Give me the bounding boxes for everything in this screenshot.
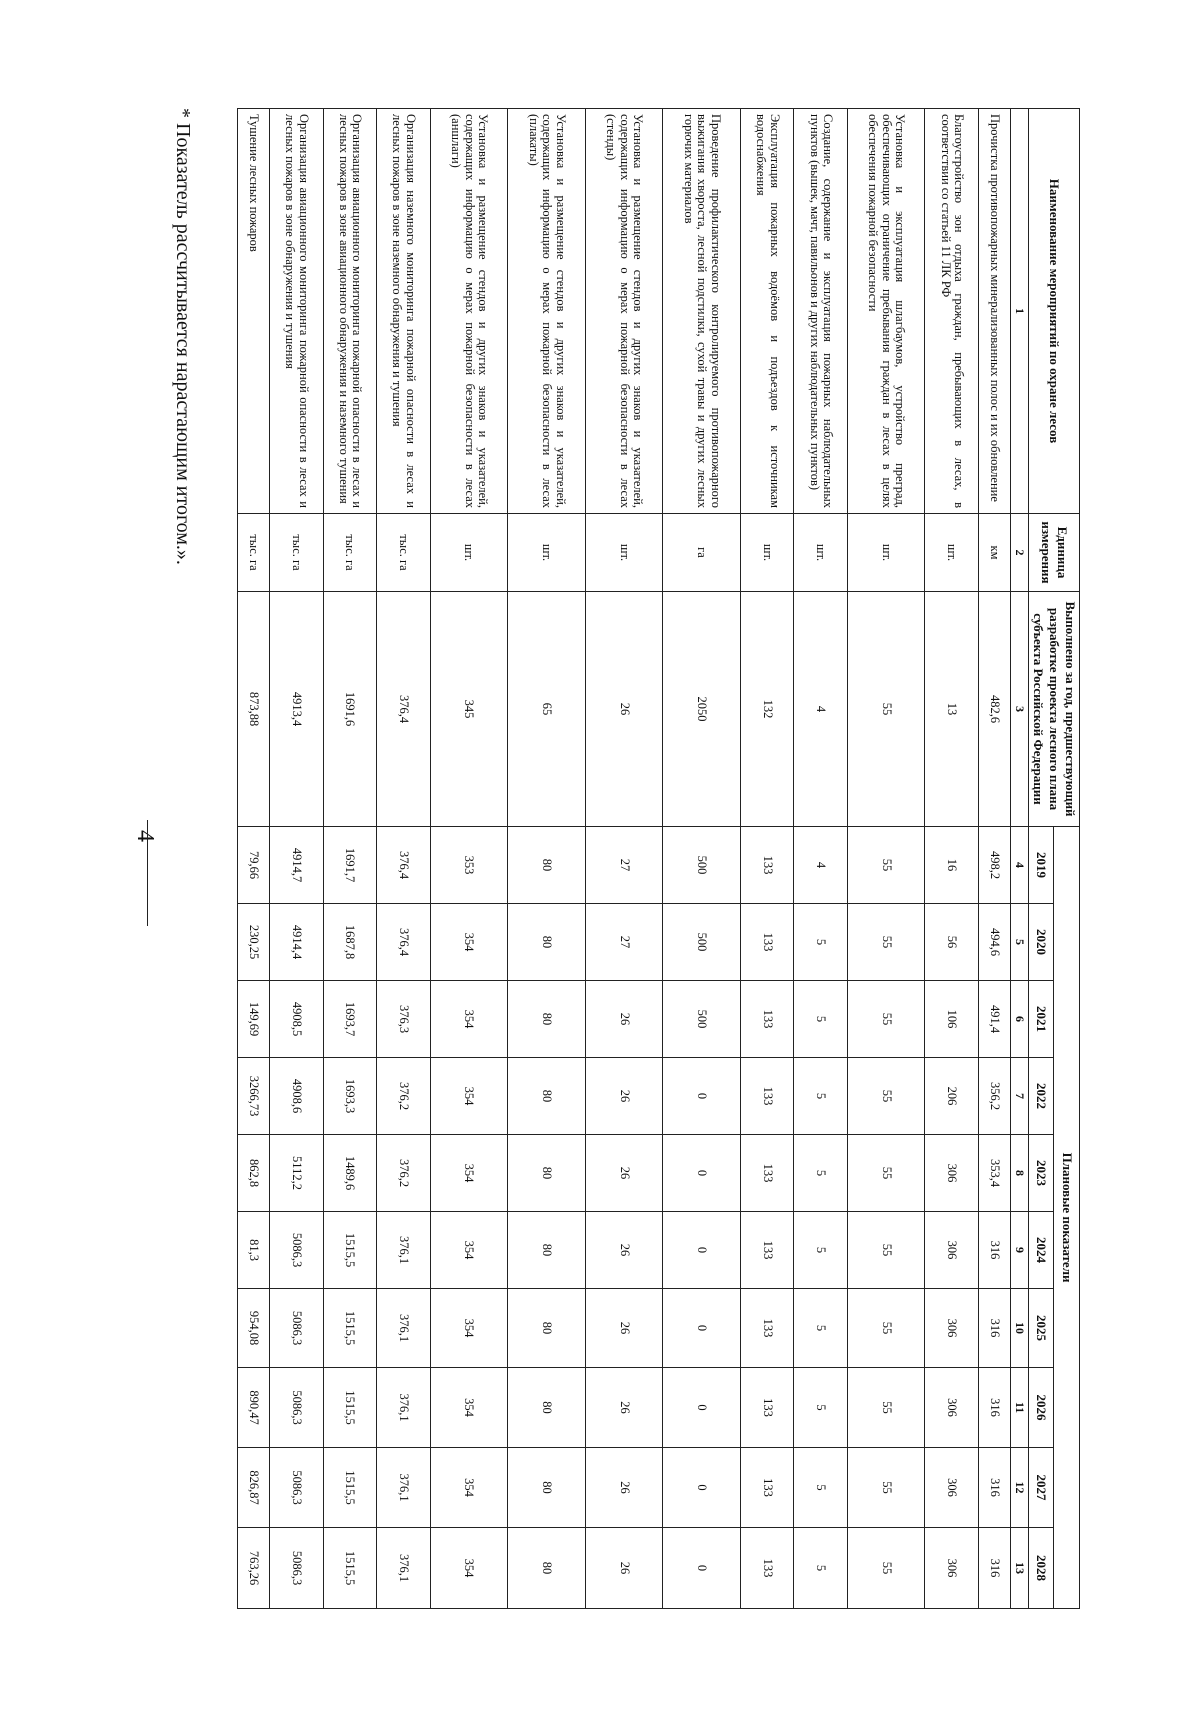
planned-value: 862,8	[238, 1135, 270, 1212]
page-number: 4	[132, 830, 158, 842]
planned-value: 80	[508, 827, 586, 904]
planned-value: 4	[794, 827, 847, 904]
planned-value: 0	[663, 1289, 741, 1368]
table-row	[794, 109, 847, 1609]
activity-name: Установка и размещение стендов и других знаков и указателей, содержащих информацию о мерах пожарной безопасности в лесах (стенды)	[585, 109, 663, 514]
column-number: 2	[1011, 514, 1029, 592]
table-row	[925, 109, 978, 1609]
planned-value: 353,4	[978, 1135, 1010, 1212]
planned-value: 16	[925, 827, 978, 904]
done-value: 2050	[663, 592, 741, 827]
planned-value: 1691,7	[323, 827, 376, 904]
planned-value: 306	[925, 1212, 978, 1289]
footnote: * Показатель рассчитывается нарастающим итогом.».	[172, 108, 194, 565]
header-year: 2027	[1029, 1448, 1055, 1528]
planned-value: 5086,3	[270, 1212, 323, 1289]
done-value: 55	[847, 592, 925, 827]
done-value: 482,6	[978, 592, 1010, 827]
planned-value: 1693,3	[323, 1058, 376, 1135]
planned-value: 27	[585, 904, 663, 981]
planned-value: 5	[794, 904, 847, 981]
planned-value: 5	[794, 1135, 847, 1212]
column-number: 13	[1011, 1528, 1029, 1609]
planned-value: 106	[925, 981, 978, 1058]
unit-cell: шт.	[430, 514, 508, 592]
planned-value: 306	[925, 1528, 978, 1609]
unit-cell: шт.	[508, 514, 586, 592]
planned-value: 316	[978, 1528, 1010, 1609]
column-number: 9	[1011, 1212, 1029, 1289]
planned-value: 149,69	[238, 981, 270, 1058]
forest-protection-table	[237, 108, 1080, 1609]
planned-value: 5	[794, 1448, 847, 1528]
header-year: 2020	[1029, 904, 1055, 981]
planned-value: 1515,5	[323, 1212, 376, 1289]
column-number: 1	[1011, 109, 1029, 514]
planned-value: 55	[847, 1528, 925, 1609]
header-year: 2025	[1029, 1289, 1055, 1368]
table-row	[377, 109, 430, 1609]
table-row	[508, 109, 586, 1609]
table-row	[323, 109, 376, 1609]
planned-value: 500	[663, 904, 741, 981]
planned-value: 26	[585, 1368, 663, 1448]
planned-value: 80	[508, 1528, 586, 1609]
planned-value: 954,08	[238, 1289, 270, 1368]
planned-value: 79,66	[238, 827, 270, 904]
header-year: 2021	[1029, 981, 1055, 1058]
planned-value: 354	[430, 1448, 508, 1528]
planned-value: 80	[508, 1289, 586, 1368]
planned-value: 354	[430, 1212, 508, 1289]
activity-name: Организация авиационного мониторинга пожарной опасности в лесах и лесных пожаров в зоне авиационного обнаружения и наземного тушения	[323, 109, 376, 514]
table-row	[663, 109, 741, 1609]
planned-value: 376,1	[377, 1212, 430, 1289]
planned-value: 316	[978, 1448, 1010, 1528]
planned-value: 80	[508, 1058, 586, 1135]
done-value: 26	[585, 592, 663, 827]
planned-value: 491,4	[978, 981, 1010, 1058]
planned-value: 356,2	[978, 1058, 1010, 1135]
table-row	[847, 109, 925, 1609]
planned-value: 26	[585, 1528, 663, 1609]
planned-value: 376,1	[377, 1528, 430, 1609]
planned-value: 306	[925, 1448, 978, 1528]
header-planned: Плановые показатели	[1054, 827, 1080, 1609]
planned-value: 0	[663, 1368, 741, 1448]
planned-value: 0	[663, 1058, 741, 1135]
unit-cell: тыс. га	[238, 514, 270, 592]
planned-value: 55	[847, 1368, 925, 1448]
planned-value: 80	[508, 981, 586, 1058]
done-value: 4913,4	[270, 592, 323, 827]
planned-value: 500	[663, 981, 741, 1058]
done-value: 13	[925, 592, 978, 827]
table-row	[585, 109, 663, 1609]
header-done: Выполнено за год, предшествующий разработке проекта лесного плана субъекта Российской Федерации	[1029, 592, 1080, 827]
planned-value: 133	[740, 1368, 793, 1448]
planned-value: 498,2	[978, 827, 1010, 904]
planned-value: 5	[794, 1528, 847, 1609]
planned-value: 26	[585, 981, 663, 1058]
column-number: 12	[1011, 1448, 1029, 1528]
header-row	[1054, 109, 1080, 1609]
planned-value: 133	[740, 904, 793, 981]
planned-value: 826,87	[238, 1448, 270, 1528]
activity-name: Организация авиационного мониторинга пожарной опасности в лесах и лесных пожаров в зоне обнаружения и тушения	[270, 109, 323, 514]
planned-value: 1515,5	[323, 1368, 376, 1448]
activity-name: Установка и размещение стендов и других знаков и указателей, содержащих информацию о мерах пожарной безопасности в лесах (плакаты)	[508, 109, 586, 514]
planned-value: 4908,6	[270, 1058, 323, 1135]
planned-value: 133	[740, 1212, 793, 1289]
planned-value: 5	[794, 1289, 847, 1368]
activity-name: Благоустройство зон отдыха граждан, пребывающих в лесах, в соответствии со статьей 11 ЛК РФ	[925, 109, 978, 514]
planned-value: 353	[430, 827, 508, 904]
planned-value: 376,1	[377, 1289, 430, 1368]
planned-value: 4914,7	[270, 827, 323, 904]
done-value: 65	[508, 592, 586, 827]
planned-value: 133	[740, 1528, 793, 1609]
done-value: 132	[740, 592, 793, 827]
header-year: 2026	[1029, 1368, 1055, 1448]
planned-value: 1515,5	[323, 1528, 376, 1609]
activity-name: Установка и размещение стендов и других знаков и указателей, содержащих информацию о мерах пожарной безопасности в лесах (аншлаги)	[430, 109, 508, 514]
header-year: 2024	[1029, 1212, 1055, 1289]
activity-name: Создание, содержание и эксплуатация пожарных наблюдательных пунктов (вышек, мачт, павильонов и других наблюдательных пунктов)	[794, 109, 847, 514]
planned-value: 26	[585, 1289, 663, 1368]
planned-value: 80	[508, 1212, 586, 1289]
planned-value: 3266,73	[238, 1058, 270, 1135]
planned-value: 133	[740, 1289, 793, 1368]
done-value: 345	[430, 592, 508, 827]
planned-value: 5086,3	[270, 1448, 323, 1528]
planned-value: 27	[585, 827, 663, 904]
planned-value: 26	[585, 1135, 663, 1212]
activity-name: Прочистка противопожарных минерализованных полос и их обновление	[978, 109, 1010, 514]
planned-value: 4914,4	[270, 904, 323, 981]
planned-value: 1515,5	[323, 1289, 376, 1368]
planned-value: 1515,5	[323, 1448, 376, 1528]
unit-cell: шт.	[740, 514, 793, 592]
unit-cell: шт.	[794, 514, 847, 592]
planned-value: 316	[978, 1289, 1010, 1368]
planned-value: 1693,7	[323, 981, 376, 1058]
planned-value: 55	[847, 827, 925, 904]
planned-value: 354	[430, 1289, 508, 1368]
planned-value: 133	[740, 1448, 793, 1528]
planned-value: 206	[925, 1058, 978, 1135]
planned-value: 316	[978, 1212, 1010, 1289]
planned-value: 494,6	[978, 904, 1010, 981]
planned-value: 0	[663, 1528, 741, 1609]
planned-value: 354	[430, 981, 508, 1058]
column-number: 7	[1011, 1058, 1029, 1135]
planned-value: 1687,8	[323, 904, 376, 981]
planned-value: 376,4	[377, 827, 430, 904]
planned-value: 5112,2	[270, 1135, 323, 1212]
planned-value: 133	[740, 827, 793, 904]
planned-value: 80	[508, 1368, 586, 1448]
planned-value: 376,2	[377, 1058, 430, 1135]
planned-value: 81,3	[238, 1212, 270, 1289]
table-row	[238, 109, 270, 1609]
column-number: 6	[1011, 981, 1029, 1058]
planned-value: 5086,3	[270, 1528, 323, 1609]
unit-cell: шт.	[925, 514, 978, 592]
activity-name: Эксплуатация пожарных водоёмов и подъездов к источникам водоснабжения	[740, 109, 793, 514]
header-year: 2022	[1029, 1058, 1055, 1135]
planned-value: 80	[508, 1135, 586, 1212]
header-year: 2019	[1029, 827, 1055, 904]
column-number: 5	[1011, 904, 1029, 981]
planned-value: 354	[430, 1058, 508, 1135]
planned-value: 56	[925, 904, 978, 981]
planned-value: 316	[978, 1368, 1010, 1448]
unit-cell: тыс. га	[323, 514, 376, 592]
planned-value: 80	[508, 904, 586, 981]
planned-value: 55	[847, 1212, 925, 1289]
planned-value: 26	[585, 1212, 663, 1289]
column-number: 11	[1011, 1368, 1029, 1448]
planned-value: 230,25	[238, 904, 270, 981]
header-year: 2023	[1029, 1135, 1055, 1212]
planned-value: 354	[430, 1135, 508, 1212]
done-value: 873,88	[238, 592, 270, 827]
planned-value: 5086,3	[270, 1368, 323, 1448]
table-row	[430, 109, 508, 1609]
planned-value: 5	[794, 1368, 847, 1448]
planned-value: 376,4	[377, 904, 430, 981]
activity-name: Тушение лесных пожаров	[238, 109, 270, 514]
planned-value: 5086,3	[270, 1289, 323, 1368]
done-value: 1691,6	[323, 592, 376, 827]
done-value: 4	[794, 592, 847, 827]
planned-value: 55	[847, 1058, 925, 1135]
column-number: 4	[1011, 827, 1029, 904]
planned-value: 306	[925, 1289, 978, 1368]
column-number: 3	[1011, 592, 1029, 827]
planned-value: 376,3	[377, 981, 430, 1058]
unit-cell: шт.	[847, 514, 925, 592]
planned-value: 890,47	[238, 1368, 270, 1448]
planned-value: 0	[663, 1448, 741, 1528]
planned-value: 55	[847, 1135, 925, 1212]
planned-value: 26	[585, 1058, 663, 1135]
column-number: 8	[1011, 1135, 1029, 1212]
activity-name: Установка и эксплуатация шлагбаумов, устройство преград, обеспечивающих ограничение пребывания граждан в лесах в целях обеспечения пожарной безопасности	[847, 109, 925, 514]
planned-value: 306	[925, 1368, 978, 1448]
table-row	[270, 109, 323, 1609]
activity-name: Проведение профилактического контролируемого противопожарного выжигания хвороста, лесной подстилки, сухой травы и других лесных горючих материалов	[663, 109, 741, 514]
planned-value: 55	[847, 981, 925, 1058]
planned-value: 0	[663, 1135, 741, 1212]
activity-name: Организация наземного мониторинга пожарной опасности в лесах и лесных пожаров в зоне наземного обнаружения и тушения	[377, 109, 430, 514]
planned-value: 376,1	[377, 1448, 430, 1528]
planned-value: 55	[847, 1289, 925, 1368]
header-name: Наименование мероприятий по охране лесов	[1029, 109, 1080, 514]
planned-value: 0	[663, 1212, 741, 1289]
unit-cell: тыс. га	[377, 514, 430, 592]
planned-value: 133	[740, 1058, 793, 1135]
table-row	[740, 109, 793, 1609]
header-year: 2028	[1029, 1528, 1055, 1609]
planned-value: 376,2	[377, 1135, 430, 1212]
unit-cell: га	[663, 514, 741, 592]
planned-value: 354	[430, 904, 508, 981]
planned-value: 354	[430, 1368, 508, 1448]
planned-value: 500	[663, 827, 741, 904]
planned-value: 133	[740, 1135, 793, 1212]
planned-value: 763,26	[238, 1528, 270, 1609]
unit-cell: шт.	[585, 514, 663, 592]
planned-value: 133	[740, 981, 793, 1058]
planned-value: 1489,6	[323, 1135, 376, 1212]
signature-line	[147, 820, 148, 926]
planned-value: 306	[925, 1135, 978, 1212]
planned-value: 5	[794, 1212, 847, 1289]
table-row	[978, 109, 1010, 1609]
done-value: 376,4	[377, 592, 430, 827]
planned-value: 354	[430, 1528, 508, 1609]
planned-value: 5	[794, 1058, 847, 1135]
column-number: 10	[1011, 1289, 1029, 1368]
planned-value: 5	[794, 981, 847, 1058]
planned-value: 55	[847, 904, 925, 981]
planned-value: 55	[847, 1448, 925, 1528]
unit-cell: км	[978, 514, 1010, 592]
unit-cell: тыс. га	[270, 514, 323, 592]
planned-value: 26	[585, 1448, 663, 1528]
header-unit: Единица измерения	[1029, 514, 1080, 592]
planned-value: 4908,5	[270, 981, 323, 1058]
column-numbers-row	[1011, 109, 1029, 1609]
planned-value: 80	[508, 1448, 586, 1528]
planned-value: 376,1	[377, 1368, 430, 1448]
